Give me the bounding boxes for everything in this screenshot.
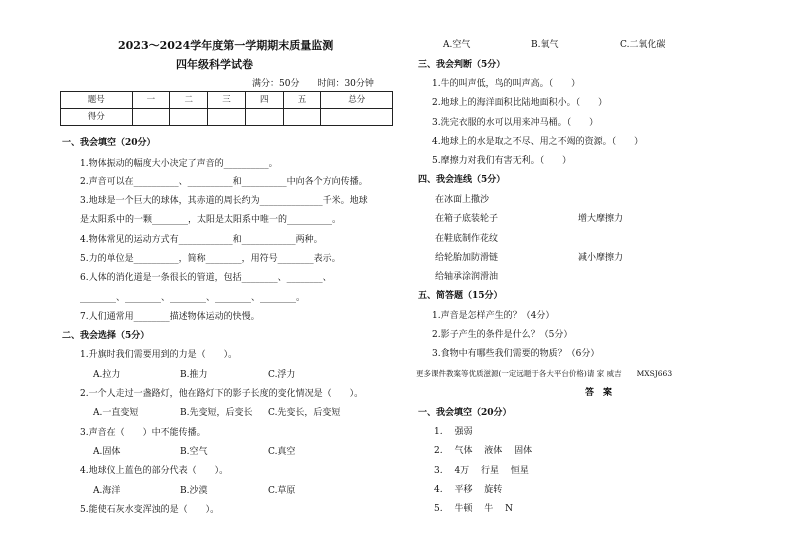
short-answer-question: 1.声音是怎样产生的？（4分）: [432, 311, 555, 321]
option[interactable]: B.沙漠: [180, 486, 208, 496]
question: 1.升旗时我们需要用到的力是（ ）。: [80, 350, 238, 360]
score-cell[interactable]: [283, 109, 321, 126]
option[interactable]: B.空气: [180, 447, 208, 457]
judge-item: 4.地球上的水是取之不尽、用之不竭的资源。（ ）: [432, 137, 644, 147]
option[interactable]: C.草原: [268, 486, 296, 496]
answer-line: 5. 牛顿 牛 N: [434, 504, 514, 514]
score-row-label: 得分: [61, 109, 133, 126]
match-left-item[interactable]: 在冰面上撒沙: [435, 195, 490, 205]
option[interactable]: C.二氧化碳: [620, 40, 666, 50]
section1-heading: 一、我会填空（20分）: [62, 138, 156, 148]
score-cell[interactable]: [245, 109, 283, 126]
answers-heading: 答 案: [585, 388, 613, 398]
option[interactable]: B.氧气: [531, 40, 559, 50]
option[interactable]: C.浮力: [268, 370, 296, 380]
option[interactable]: A.固体: [93, 447, 121, 457]
match-left-item[interactable]: 给轮胎加防滑链: [435, 253, 499, 263]
score-table-header: 二: [170, 92, 208, 109]
exam-title: 2023～2024学年度第一学期期末质量监测: [118, 39, 334, 52]
score-table-header: 题号: [61, 92, 133, 109]
short-answer-question: 3.食物中有哪些我们需要的物质？（6分）: [432, 349, 600, 359]
section3-heading: 三、我会判断（5分）: [418, 60, 506, 70]
exam-meta: 满分：50分 时间：30分钟: [252, 79, 374, 89]
score-table-header: 总分: [321, 92, 393, 109]
score-table-header: 四: [245, 92, 283, 109]
option[interactable]: C.真空: [268, 447, 296, 457]
score-cell[interactable]: [208, 109, 246, 126]
match-left-item[interactable]: 给轴承涂润滑油: [435, 272, 499, 282]
question: 3.声音在（ ）中不能传播。: [80, 428, 206, 438]
section1-line: 7.人们通常用________描述物体运动的快慢。: [80, 312, 260, 322]
option[interactable]: A.海洋: [93, 486, 121, 496]
section5-heading: 五、简答题（15分）: [418, 291, 503, 301]
section1-line: 1.物体振动的幅度大小决定了声音的__________。: [80, 159, 278, 169]
option[interactable]: A.拉力: [93, 370, 121, 380]
match-right-item[interactable]: 减小摩擦力: [578, 253, 624, 263]
option[interactable]: B.先变短，后变长: [180, 408, 253, 418]
score-cell[interactable]: [170, 109, 208, 126]
option[interactable]: B.推力: [180, 370, 208, 380]
section1-line: 5.力的单位是__________，简称________，用符号________表示。: [80, 254, 341, 264]
section4-heading: 四、我会连线（5分）: [418, 175, 506, 185]
score-cell[interactable]: [321, 109, 393, 126]
score-table-header: 一: [132, 92, 170, 109]
score-cell[interactable]: [132, 109, 170, 126]
question: 4.地球仪上蓝色的部分代表（ ）。: [80, 466, 229, 476]
promo-line: 更多课件教案等优质滋源(一定远题于各大平台价格)请 家 威吉 MXSJ663: [416, 369, 673, 378]
section1-line: 3.地球是一个巨大的球体，其赤道的周长约为______________千米。地球: [80, 196, 368, 206]
section1-line: ________、________、________、________、________。: [80, 293, 306, 303]
judge-item: 1.牛的叫声低，鸟的叫声高。（ ）: [432, 79, 581, 89]
question: 2.一个人走过一盏路灯，他在路灯下的影子长度的变化情况是（ ）。: [80, 389, 364, 399]
exam-subtitle: 四年级科学试卷: [176, 58, 253, 71]
section1-line: 是太阳系中的一颗________，太阳是太阳系中唯一的__________。: [80, 215, 342, 225]
match-left-item[interactable]: 在箱子底装轮子: [435, 214, 499, 224]
section2-heading: 二、我会选择（5分）: [62, 331, 150, 341]
section1-line: 4.物体常见的运动方式有____________和____________两种。: [80, 235, 323, 245]
option[interactable]: A.一直变短: [93, 408, 139, 418]
judge-item: 3.洗完衣服的水可以用来冲马桶。（ ）: [432, 118, 599, 128]
option[interactable]: C.先变长，后变短: [268, 408, 341, 418]
question: 5.能使石灰水变浑浊的是（ ）。: [80, 505, 220, 515]
section1-line: 6.人体的消化道是一条很长的管道，包括________、________、: [80, 273, 332, 283]
short-answer-question: 2.影子产生的条件是什么？（5分）: [432, 330, 573, 340]
score-table: [60, 91, 393, 126]
match-right-item[interactable]: 增大摩擦力: [578, 214, 624, 224]
match-left-item[interactable]: 在鞋底制作花纹: [435, 234, 499, 244]
option[interactable]: A.空气: [443, 40, 471, 50]
answer-line: 4. 平移 旋转: [434, 485, 503, 495]
judge-item: 2.地球上的海洋面积比陆地面积小。（ ）: [432, 98, 608, 108]
score-table-row: [61, 109, 393, 126]
score-table-header: 五: [283, 92, 321, 109]
judge-item: 5.摩擦力对我们有害无利。（ ）: [432, 156, 572, 166]
answer-line: 2. 气体 液体 固体: [434, 446, 533, 456]
score-table-header: 三: [208, 92, 246, 109]
answer-line: 3. 4万 行星 恒星: [434, 466, 529, 476]
score-table-header-row: [61, 92, 393, 109]
answers-section-heading: 一、我会填空（20分）: [418, 408, 512, 418]
answer-line: 1. 强弱: [434, 427, 473, 437]
section1-line: 2.声音可以在__________、__________和__________中向各个方向传播。: [80, 177, 368, 187]
